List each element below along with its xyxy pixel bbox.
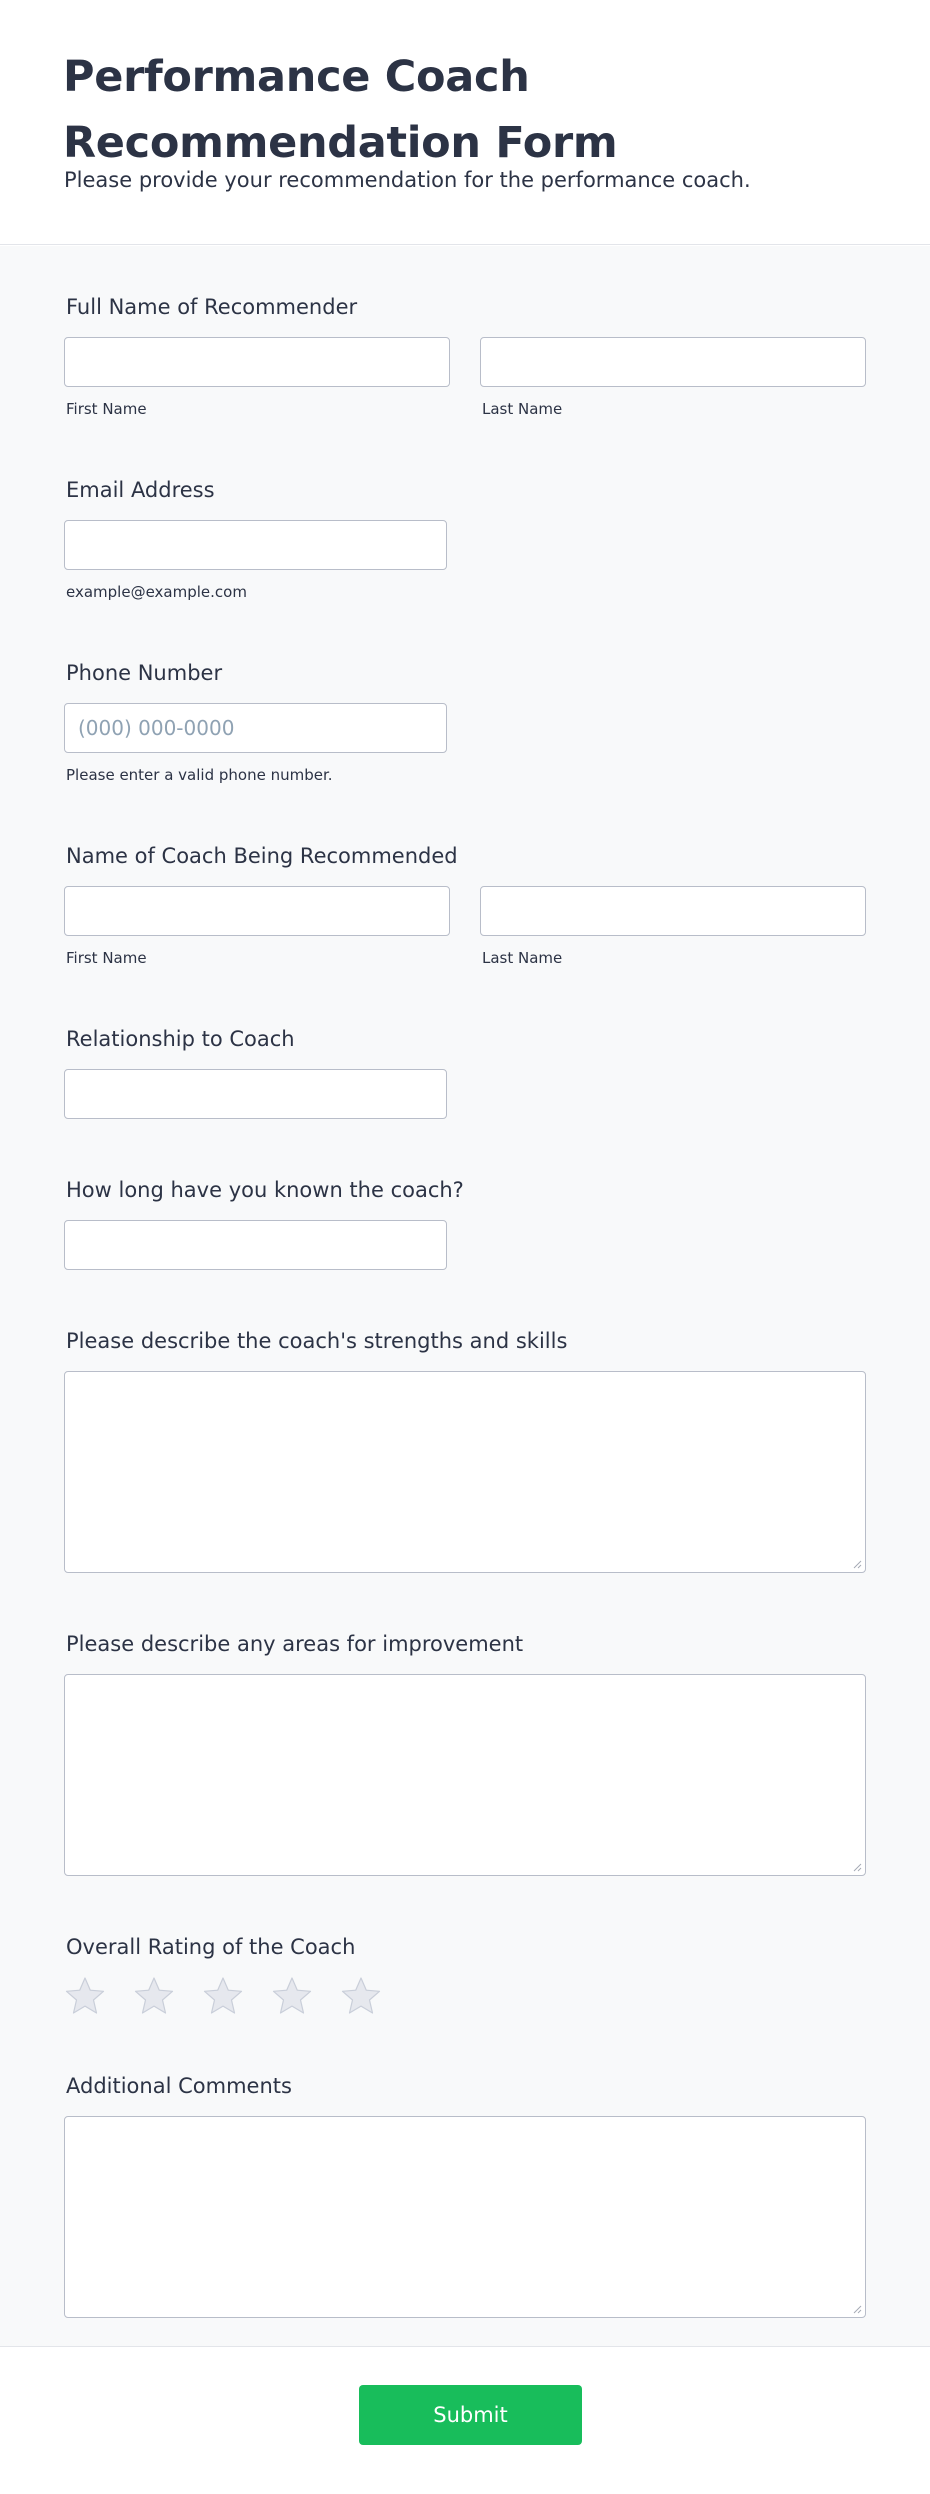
coach-name-label: Name of Coach Being Recommended	[66, 844, 458, 868]
improvement-textarea-field[interactable]	[64, 1674, 866, 1876]
recommender-last-name-input[interactable]	[481, 338, 865, 386]
comments-label: Additional Comments	[66, 2074, 292, 2098]
email-field[interactable]	[64, 520, 447, 570]
form-subtitle: Please provide your recommendation for the performance coach.	[64, 168, 751, 192]
recommender-first-name-sublabel: First Name	[66, 400, 147, 418]
comments-textarea-field[interactable]	[64, 2116, 866, 2318]
recommender-name-label: Full Name of Recommender	[66, 295, 358, 319]
known-duration-input[interactable]	[65, 1221, 446, 1269]
submit-button[interactable]: Submit	[359, 2385, 582, 2445]
strengths-textarea[interactable]	[65, 1372, 865, 1572]
coach-first-name-sublabel: First Name	[66, 949, 147, 967]
resize-grip-icon[interactable]	[853, 2305, 862, 2314]
known-duration-field[interactable]	[64, 1220, 447, 1270]
email-input[interactable]	[65, 521, 446, 569]
rating-label: Overall Rating of the Coach	[66, 1935, 356, 1959]
comments-textarea[interactable]	[65, 2117, 865, 2317]
form-footer	[0, 2346, 930, 2494]
recommender-first-name-field[interactable]	[64, 337, 450, 387]
email-label: Email Address	[66, 478, 215, 502]
phone-field[interactable]	[64, 703, 447, 753]
star-icon[interactable]	[271, 1975, 313, 2017]
phone-input[interactable]	[65, 704, 446, 752]
form-header	[0, 0, 930, 245]
relationship-field[interactable]	[64, 1069, 447, 1119]
relationship-label: Relationship to Coach	[66, 1027, 295, 1051]
phone-label: Phone Number	[66, 661, 223, 685]
coach-last-name-input[interactable]	[481, 887, 865, 935]
strengths-label: Please describe the coach's strengths and skills	[66, 1329, 568, 1353]
star-icon[interactable]	[64, 1975, 106, 2017]
coach-last-name-sublabel: Last Name	[482, 949, 563, 967]
relationship-input[interactable]	[65, 1070, 446, 1118]
improvement-textarea[interactable]	[65, 1675, 865, 1875]
strengths-textarea-field[interactable]	[64, 1371, 866, 1573]
resize-grip-icon[interactable]	[853, 1863, 862, 1872]
star-icon[interactable]	[340, 1975, 382, 2017]
form-title: Performance Coach Recommendation Form	[63, 52, 618, 168]
star-icon[interactable]	[133, 1975, 175, 2017]
recommender-last-name-sublabel: Last Name	[482, 400, 563, 418]
resize-grip-icon[interactable]	[853, 1560, 862, 1569]
recommender-first-name-input[interactable]	[65, 338, 449, 386]
improvement-label: Please describe any areas for improvement	[66, 1632, 524, 1656]
recommender-last-name-field[interactable]	[480, 337, 866, 387]
phone-sublabel: Please enter a valid phone number.	[66, 766, 333, 784]
known-duration-label: How long have you known the coach?	[66, 1178, 464, 1202]
coach-first-name-field[interactable]	[64, 886, 450, 936]
coach-last-name-field[interactable]	[480, 886, 866, 936]
star-icon[interactable]	[202, 1975, 244, 2017]
email-sublabel: example@example.com	[66, 583, 247, 601]
coach-first-name-input[interactable]	[65, 887, 449, 935]
